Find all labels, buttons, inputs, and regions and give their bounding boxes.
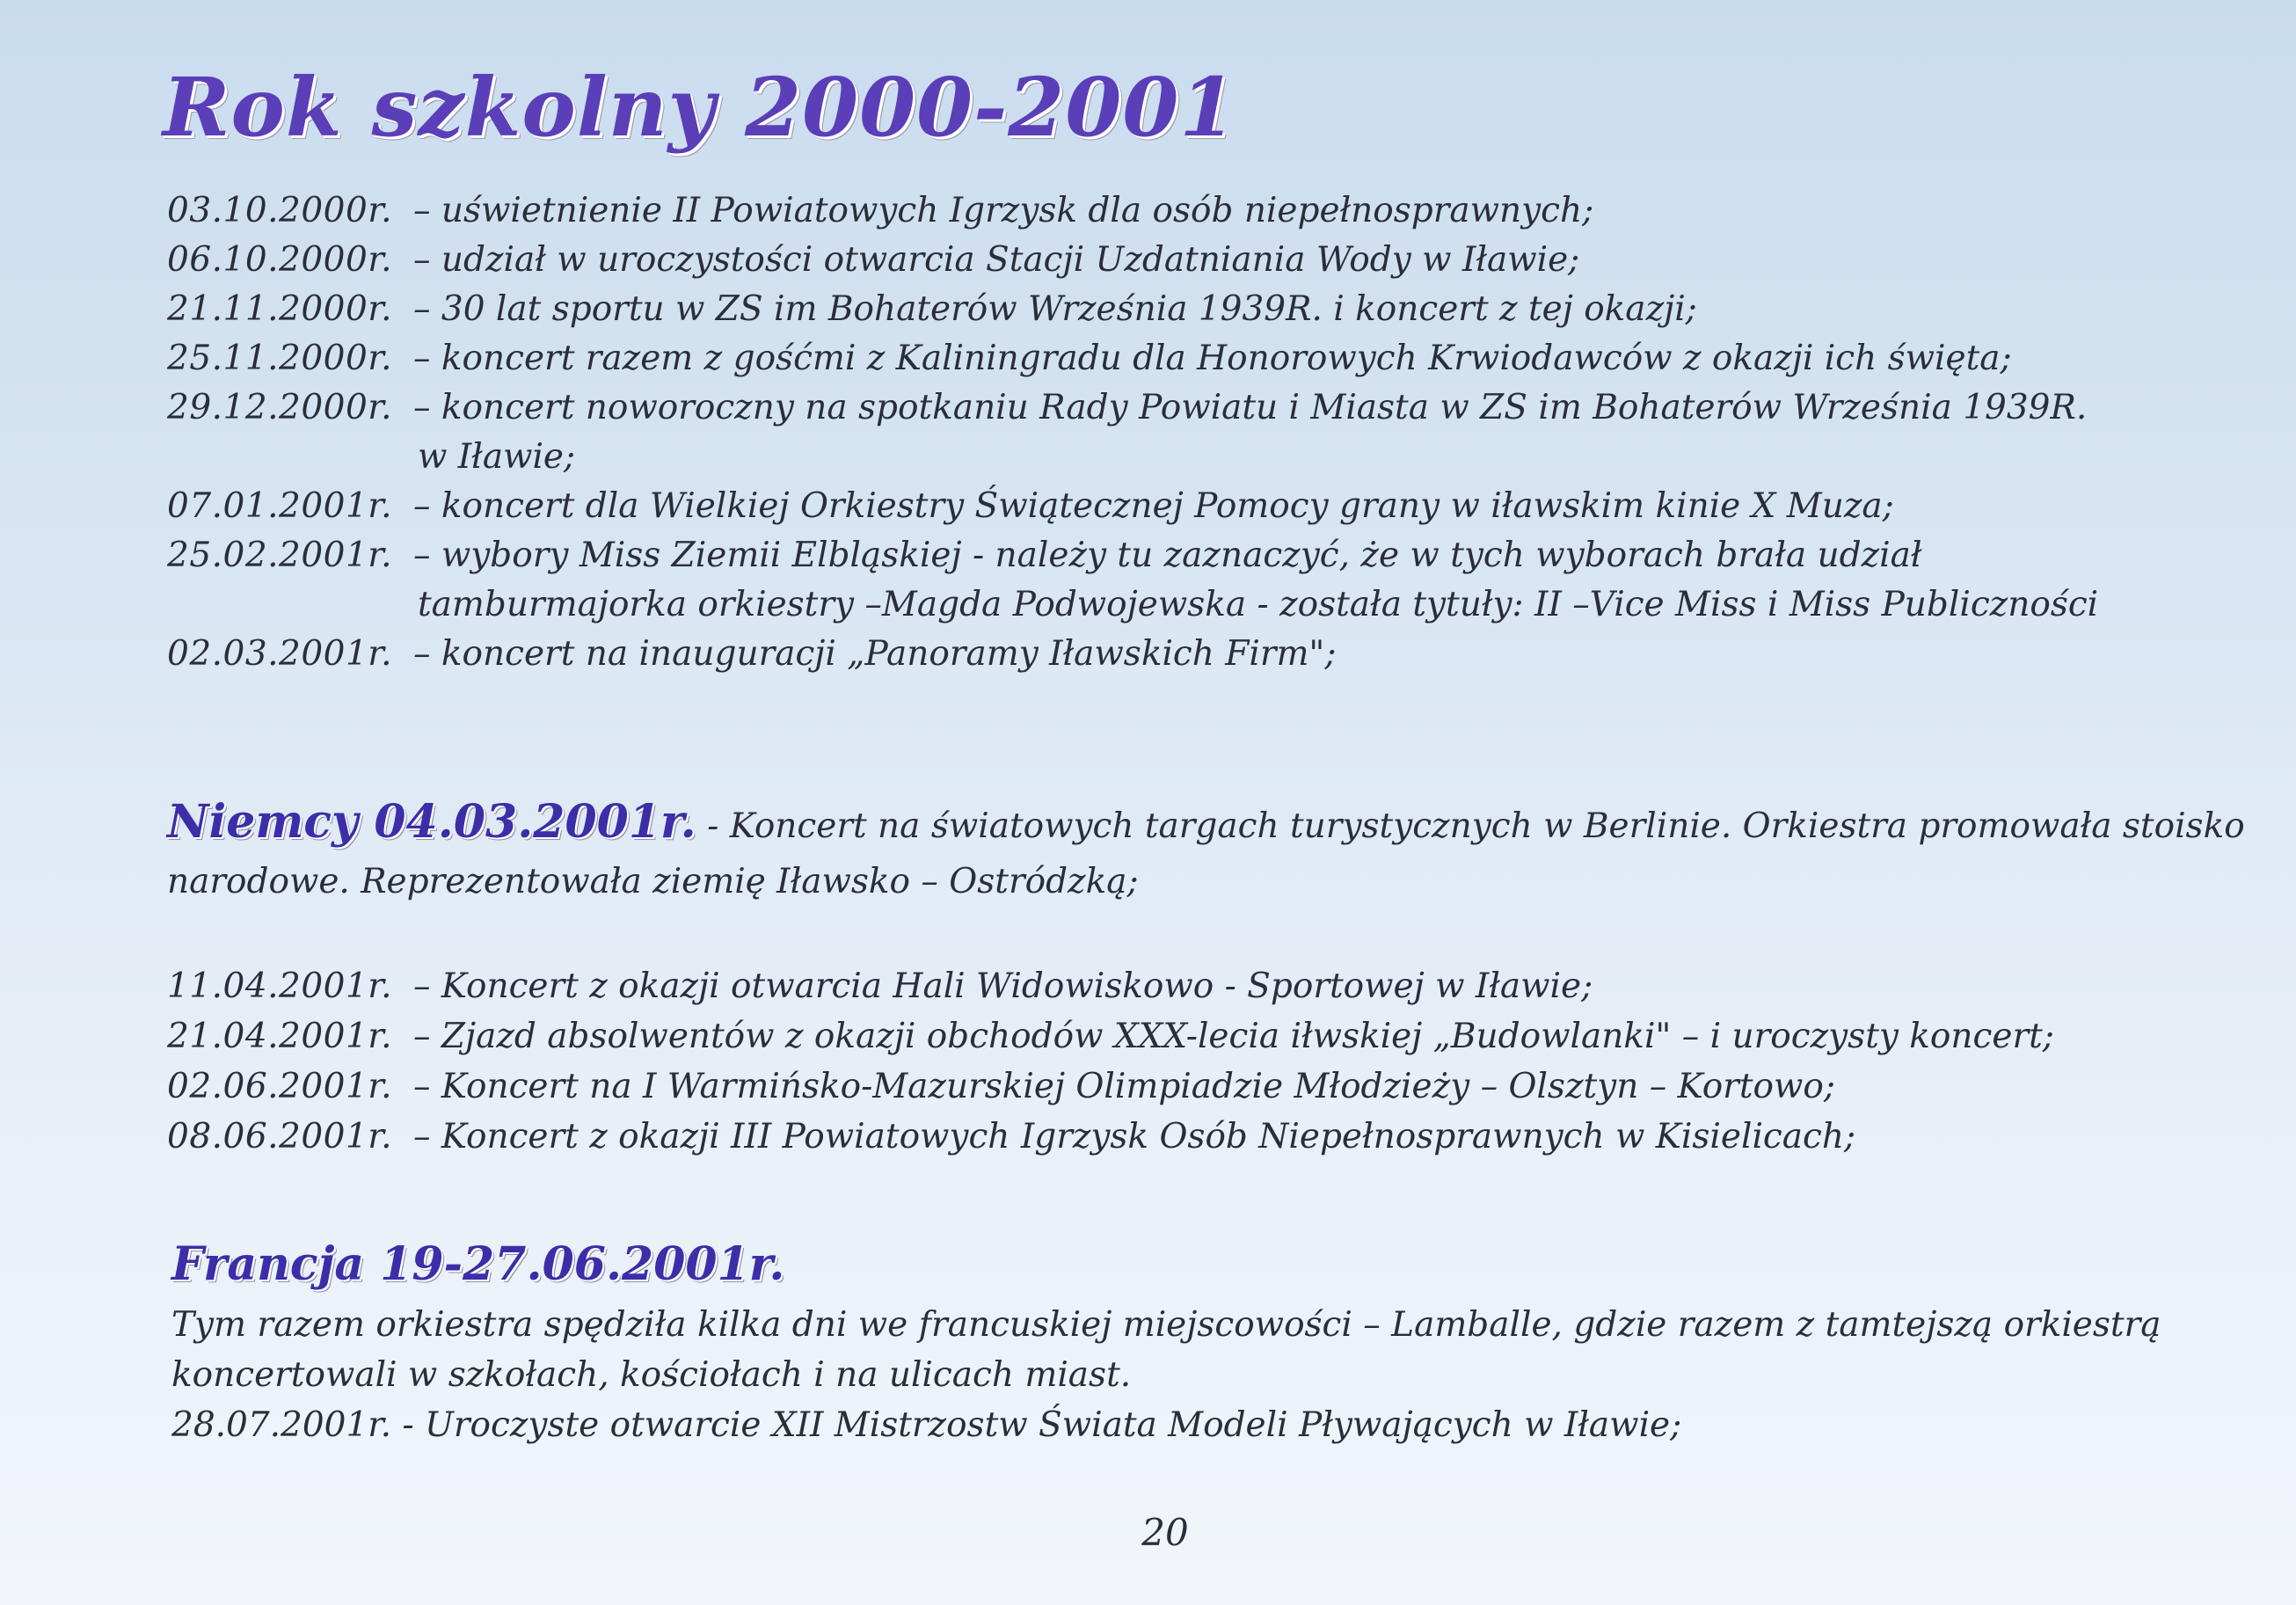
section-francja: [171, 1229, 2282, 1450]
entry-date: 21.11.2000r.: [167, 289, 393, 329]
entry-text: – koncert noworoczny na spotkaniu Rady Powiatu i Miasta w ZS im Bohaterów Września 1939R.: [413, 388, 2088, 427]
entry-date: 02.03.2001r.: [167, 634, 393, 674]
entry-text: – udział w uroczystości otwarcia Stacji Uzdatniania Wody w Iławie;: [413, 240, 1580, 280]
entry-text: – Koncert na I Warmińsko-Mazurskiej Olimpiadzie Młodzieży – Olsztyn – Kortowo;: [413, 1067, 1835, 1106]
entry-date: 11.04.2001r.: [167, 967, 393, 1006]
entry-text: – wybory Miss Ziemii Elbląskiej - należy tu zaznaczyć, że w tych wyborach brała udział: [413, 536, 1922, 575]
entry-date: 08.06.2001r.: [167, 1117, 393, 1156]
entry-text: – koncert na inauguracji „Panoramy Iławskich Firm";: [413, 634, 1337, 674]
entry-date: 03.10.2000r.: [167, 191, 393, 230]
entry-date: 07.01.2001r.: [167, 486, 393, 526]
entry-text: – koncert dla Wielkiej Orkiestry Świątecznej Pomocy grany w iławskim kinie X Muza;: [413, 486, 1894, 526]
entry-text-continuation: tamburmajorka orkiestry –Magda Podwojewska - została tytuły: II –Vice Miss i Miss Publiczności: [418, 585, 2099, 624]
section-heading-francja: Francja 19-27.06.2001r.: [171, 1237, 785, 1291]
entry-text: – Zjazd absolwentów z okazji obchodów XXX-lecia iłwskiej „Budowlanki" – i uroczysty koncert;: [413, 1017, 2054, 1056]
entry-text: – 30 lat sportu w ZS im Bohaterów Września 1939R. i koncert z tej okazji;: [413, 289, 1697, 329]
section-niemcy: [167, 787, 2278, 907]
page-number: 20: [1141, 1511, 1189, 1554]
niemcy-first-line: [167, 787, 2278, 857]
francja-paragraph-line: Tym razem orkiestra spędziła kilka dni we francuskiej miejscowości – Lamballe, gdzie razem z tamtejszą orkiestrą: [171, 1305, 2161, 1345]
francja-paragraph-line: koncertowali w szkołach, kościołach i na ulicach miast.: [171, 1355, 1132, 1395]
entry-text: – Koncert z okazji otwarcia Hali Widowiskowo - Sportowej w Iławie;: [413, 967, 1593, 1006]
niemcy-description: - Koncert na światowych targach turystycznych w Berlinie. Orkiestra promowała stoisko: [696, 806, 2245, 846]
entry-text-continuation: w Iławie;: [418, 437, 576, 477]
entry-text: – uświetnienie II Powiatowych Igrzysk dla osób niepełnosprawnych;: [413, 191, 1594, 230]
entry-text: – koncert razem z gośćmi z Kaliningradu dla Honorowych Krwiodawców z okazji ich święta;: [413, 339, 2012, 378]
entry-text: – Koncert z okazji III Powiatowych Igrzysk Osób Niepełnosprawnych w Kisielicach;: [413, 1117, 1856, 1156]
page-title: Rok szkolny 2000-2001: [163, 60, 1237, 155]
entry-date: 25.02.2001r.: [167, 536, 393, 575]
entry-date: 02.06.2001r.: [167, 1067, 393, 1106]
entry-date: 25.11.2000r.: [167, 339, 393, 378]
entry-date: 06.10.2000r.: [167, 240, 393, 280]
niemcy-description-continuation: narodowe. Reprezentowała ziemię Iławsko – Ostródzką;: [167, 862, 1139, 901]
entry-date: 29.12.2000r.: [167, 388, 393, 427]
francja-entry: 28.07.2001r. - Uroczyste otwarcie XII Mistrzostw Świata Modeli Pływających w Iławie;: [171, 1405, 1682, 1445]
entry-date: 21.04.2001r.: [167, 1017, 393, 1056]
section-heading-niemcy: Niemcy 04.03.2001r.: [167, 795, 696, 849]
